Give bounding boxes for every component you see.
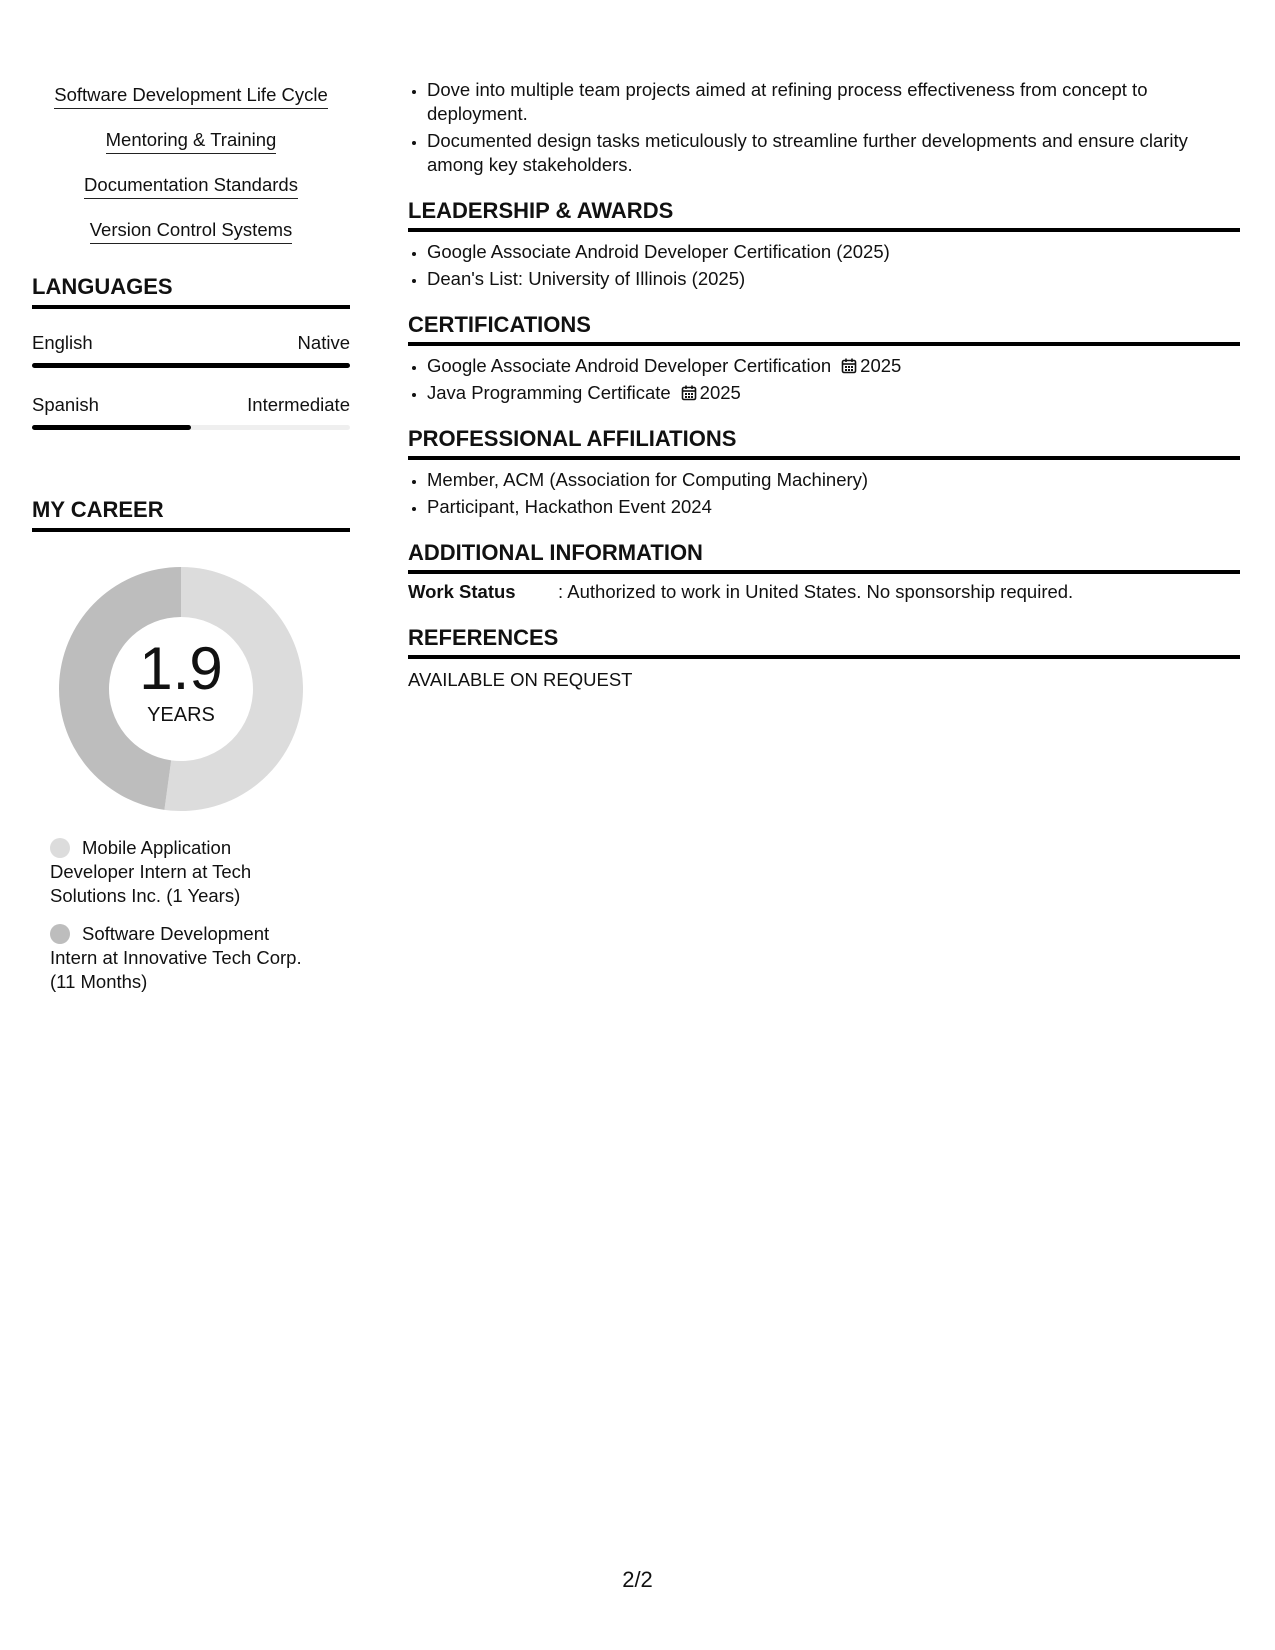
additional-info-heading: ADDITIONAL INFORMATION: [408, 539, 1240, 574]
work-status-row: [408, 580, 1240, 604]
language-proficiency-bar: [32, 363, 350, 368]
leadership-item: • Dean's List: University of Illinois (2025): [427, 267, 1240, 291]
experience-bullet: • Documented design tasks meticulously to streamline further developments and ensure clarity among key stakeholders.: [427, 129, 1240, 177]
leadership-heading: LEADERSHIP & AWARDS: [408, 197, 1240, 232]
skill-label: Documentation Standards: [84, 174, 298, 199]
legend-label: Software Development Intern at Innovative Tech Corp. (11 Months): [50, 923, 302, 992]
language-item-spanish: [32, 394, 350, 430]
additional-info-section: [408, 539, 1240, 604]
affiliation-item: • Participant, Hackathon Event 2024: [427, 495, 1240, 519]
certification-item: [427, 354, 1240, 378]
leadership-item: • Google Associate Android Developer Certification (2025): [427, 240, 1240, 264]
certification-year: 2025: [699, 382, 741, 403]
skill-item: [32, 174, 350, 199]
experience-bullets: [408, 78, 1240, 177]
skill-item: [32, 84, 350, 109]
language-item-english: [32, 332, 350, 368]
affiliation-item: • Member, ACM (Association for Computing Machinery): [427, 468, 1240, 492]
certifications-list: [408, 354, 1240, 405]
legend-item: [50, 922, 312, 994]
skill-label: Version Control Systems: [90, 219, 293, 244]
legend-label: Mobile Application Developer Intern at Tech Solutions Inc. (1 Years): [50, 837, 252, 906]
certifications-section: [408, 311, 1240, 405]
sidebar: [32, 84, 350, 1008]
affiliations-list: [408, 468, 1240, 519]
language-proficiency-fill: [32, 425, 191, 430]
language-name: English: [32, 332, 93, 353]
references-section: [408, 624, 1240, 692]
language-proficiency-fill: [32, 363, 350, 368]
page-number: 2/2: [622, 1567, 653, 1592]
skills-list: [32, 84, 350, 244]
languages-heading: LANGUAGES: [32, 273, 350, 309]
certification-date: [841, 355, 901, 376]
work-status-value: : Authorized to work in United States. No sponsorship required.: [558, 581, 1074, 602]
references-heading: REFERENCES: [408, 624, 1240, 659]
calendar-icon: [841, 358, 857, 374]
donut-center: [56, 564, 306, 814]
career-donut-chart: [56, 564, 306, 814]
career-legend: [50, 836, 312, 994]
career-total-years: 1.9: [139, 635, 223, 702]
career-section: [32, 496, 350, 994]
language-level: Native: [297, 332, 350, 353]
certifications-heading: CERTIFICATIONS: [408, 311, 1240, 346]
legend-item: [50, 836, 312, 908]
career-heading: MY CAREER: [32, 496, 350, 532]
certification-name: Java Programming Certificate: [427, 382, 671, 403]
legend-swatch: [50, 838, 70, 858]
legend-swatch: [50, 924, 70, 944]
language-name: Spanish: [32, 394, 99, 415]
certification-item: [427, 381, 1240, 405]
skill-label: Software Development Life Cycle: [54, 84, 328, 109]
languages-section: [32, 273, 350, 430]
work-status-label: Work Status: [408, 581, 516, 602]
calendar-icon: [681, 385, 697, 401]
certification-name: Google Associate Android Developer Certification: [427, 355, 832, 376]
affiliations-section: [408, 425, 1240, 519]
affiliations-heading: PROFESSIONAL AFFILIATIONS: [408, 425, 1240, 460]
skill-item: [32, 219, 350, 244]
main-content: [408, 78, 1240, 692]
certification-date: [681, 382, 741, 403]
certification-year: 2025: [860, 355, 902, 376]
experience-bullet: • Dove into multiple team projects aimed at refining process effectiveness from concept to deployment.: [427, 78, 1240, 126]
career-total-unit: YEARS: [147, 704, 215, 726]
skill-item: [32, 129, 350, 154]
language-proficiency-bar: [32, 425, 350, 430]
leadership-list: [408, 240, 1240, 291]
language-level: Intermediate: [247, 394, 350, 415]
references-text: AVAILABLE ON REQUEST: [408, 669, 633, 690]
skill-label: Mentoring & Training: [106, 129, 277, 154]
leadership-section: [408, 197, 1240, 291]
